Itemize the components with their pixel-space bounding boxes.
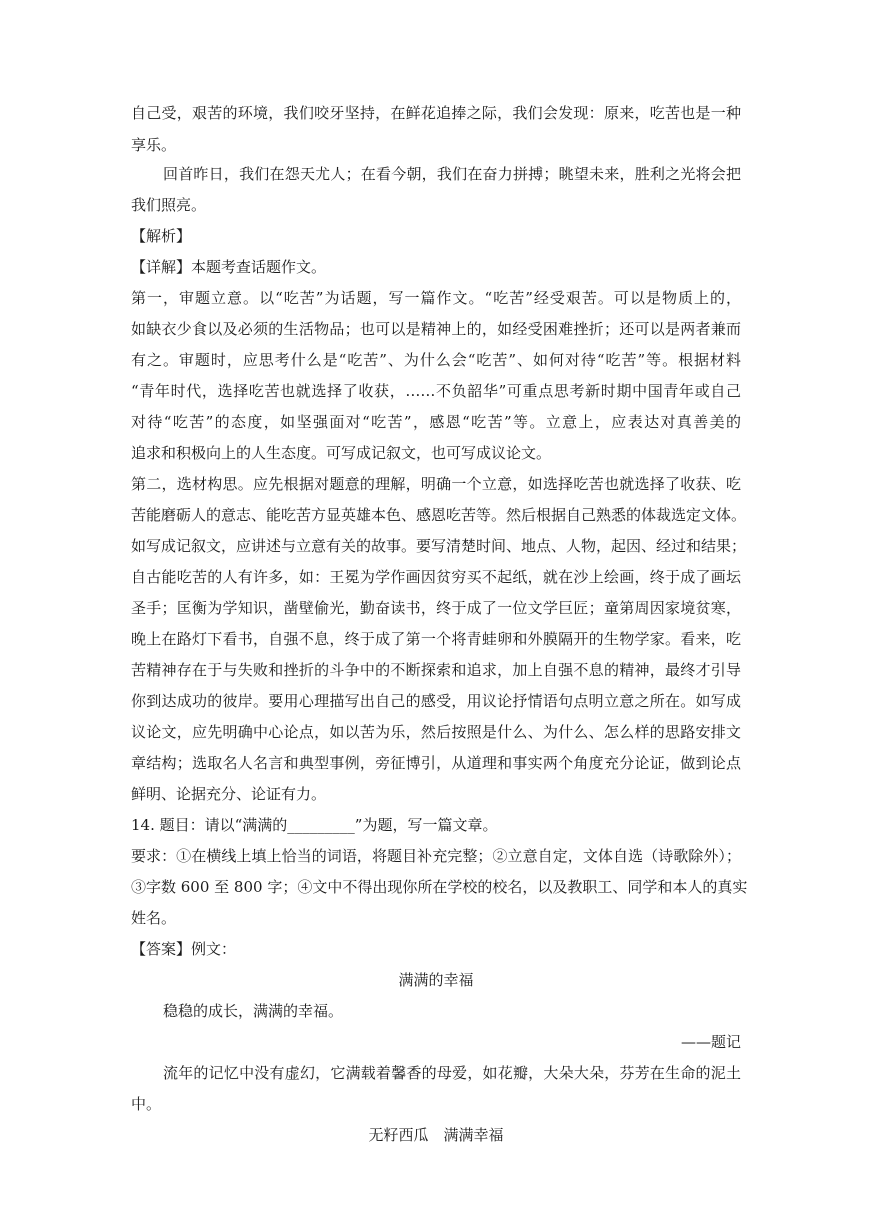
text-line: 鲜明、论据充分、论证有力。 <box>131 785 327 803</box>
text-line: 圣手；匡衡为学知识，凿壁偷光，勤奋读书，终于成了一位文学巨匠；童第周因家境贫寒， <box>131 599 741 617</box>
text-line: 回首昨日，我们在怨天尤人；在看今朝，我们在奋力拼搏；眺望未来，胜利之光将会把 <box>163 165 741 183</box>
section-heading: 【解析】 <box>131 227 192 245</box>
text-line: ③字数 600 至 800 字；④文中不得出现你所在学校的校名，以及教职工、同学和本人的真实 <box>131 878 748 896</box>
subsection-title: 无籽西瓜 满满幸福 <box>368 1126 504 1144</box>
text-line: 享乐。 <box>131 136 177 154</box>
text-line: 追求和积极向上的人生态度。可写成记叙文，也可写成议论文。 <box>131 444 552 462</box>
text-line: 要求：①在横线上填上恰当的词语，将题目补充完整；②立意自定，文体自选（诗歌除外）； <box>131 847 741 865</box>
text-line: 如写成记叙文，应讲述与立意有关的故事。要写清楚时间、地点、人物，起因、经过和结果； <box>131 537 747 555</box>
text-line: 第二，选材构思。应先根据对题意的理解，明确一个立意，如选择吃苦也就选择了收获、吃 <box>131 475 741 493</box>
text-line: 中。 <box>131 1095 162 1113</box>
text-line: 我们照亮。 <box>131 196 207 214</box>
question-title: 14. 题目：请以“满满的_________”为题，写一篇文章。 <box>131 816 498 834</box>
text-line: 流年的记忆中没有虚幻，它满载着馨香的母爱，如花瓣，大朵大朵，芬芳在生命的泥土 <box>163 1064 741 1082</box>
epigraph-source: ——题记 <box>680 1033 741 1051</box>
text-line: 如缺衣少食以及必须的生活物品；也可以是精神上的，如经受困难挫折；还可以是两者兼而 <box>131 320 741 338</box>
text-line: 自己受，艰苦的环境，我们咬牙坚持，在鲜花追捧之际，我们会发现：原来，吃苦也是一种 <box>131 104 741 122</box>
answer-label: 【答案】例文： <box>131 940 237 958</box>
text-line: “青年时代，选择吃苦也就选择了收获，……不负韶华”可重点思考新时期中国青年或自己 <box>131 382 741 400</box>
essay-title: 满满的幸福 <box>398 971 474 989</box>
text-line: 稳稳的成长，满满的幸福。 <box>163 1002 344 1020</box>
text-line: 晚上在路灯下看书，自强不息，终于成了第一个将青蛙卵和外膜隔开的生物学家。看来，吃 <box>131 630 741 648</box>
text-line: 有之。审题时，应思考什么是“吃苦”、为什么会“吃苦”、如何对待“吃苦”等。根据材料 <box>131 351 741 369</box>
text-line: 【详解】本题考查话题作文。 <box>131 258 327 276</box>
text-line: 议论文，应先明确中心论点，如以苦为乐，然后按照是什么、为什么、怎么样的思路安排文 <box>131 723 741 741</box>
text-line: 苦能磨砺人的意志、能吃苦方显英雄本色、感恩吃苦等。然后根据自己熟悉的体裁选定文体。 <box>131 506 747 524</box>
text-line: 姓名。 <box>131 909 177 927</box>
text-line: 第一，审题立意。以“吃苦”为话题，写一篇作文。“吃苦”经受艰苦。可以是物质上的， <box>131 289 741 307</box>
text-line: 自古能吃苦的人有许多，如：王冕为学作画因贫穷买不起纸，就在沙上绘画，终于成了画坛 <box>131 568 741 586</box>
text-line: 苦精神存在于与失败和挫折的斗争中的不断探索和追求，加上自强不息的精神，最终才引导 <box>131 661 741 679</box>
text-line: 章结构；选取名人名言和典型事例，旁征博引，从道理和事实两个角度充分论证，做到论点 <box>131 754 741 772</box>
text-line: 对待“吃苦”的态度，如坚强面对“吃苦”，感恩“吃苦”等。立意上，应表达对真善美的 <box>131 413 741 431</box>
text-line: 你到达成功的彼岸。要用心理描写出自己的感受，用议论抒情语句点明立意之所在。如写成 <box>131 692 741 710</box>
